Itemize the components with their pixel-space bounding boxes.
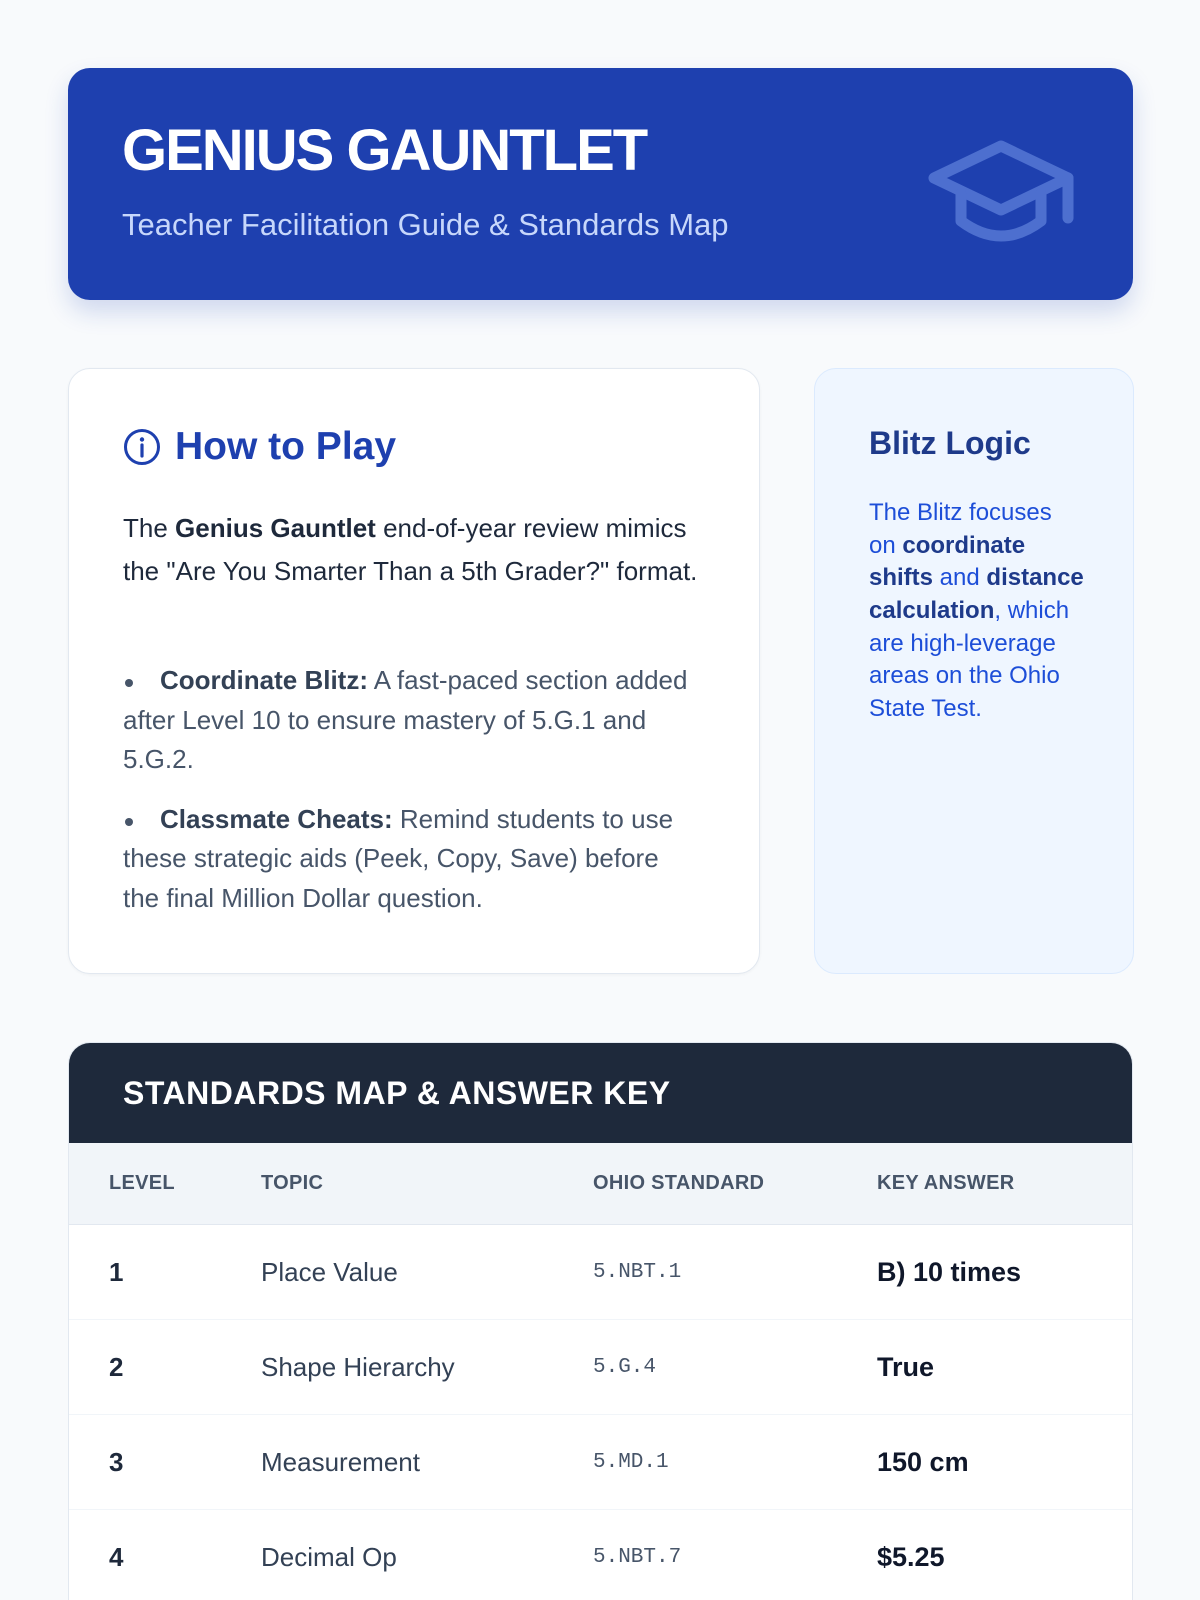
level-cell: 4 — [109, 1541, 124, 1572]
table-row — [69, 1510, 1132, 1600]
standard-cell: 5.NBT.1 — [593, 1260, 682, 1284]
blitz-logic-text: The Blitz focuses on coordinate shifts and distance calculation, which are high-leverage areas on the Ohio State Test. — [869, 499, 1084, 722]
how-to-play-intro: The Genius Gauntlet end-of-year review mimics the "Are You Smarter Than a 5th Grader?" format. — [123, 513, 698, 586]
how-to-play-card — [68, 368, 760, 974]
table-title: STANDARDS MAP & ANSWER KEY — [123, 1074, 671, 1111]
list-item: Coordinate Blitz: A fast-paced section added after Level 10 to ensure mastery of 5.G.1 and 5.G.2. — [123, 661, 693, 780]
header-banner — [68, 68, 1133, 300]
table-row — [69, 1225, 1132, 1320]
column-header-standard: OHIO STANDARD — [593, 1172, 765, 1194]
page-title: GENIUS GAUNTLET — [122, 118, 647, 183]
graduation-cap-icon — [926, 126, 1086, 251]
table-row — [69, 1320, 1132, 1415]
table-header-row — [69, 1143, 1132, 1225]
standard-cell: 5.MD.1 — [593, 1450, 669, 1474]
topic-cell: Measurement — [261, 1446, 420, 1477]
blitz-logic-title: Blitz Logic — [869, 425, 1031, 461]
how-to-play-heading — [123, 427, 396, 466]
answer-cell: $5.25 — [877, 1541, 945, 1572]
level-cell: 2 — [109, 1351, 124, 1382]
game-name: Genius Gauntlet — [175, 513, 376, 543]
column-header-topic: TOPIC — [261, 1172, 324, 1194]
topic-cell: Place Value — [261, 1256, 398, 1287]
topic-cell: Decimal Op — [261, 1541, 397, 1572]
answer-cell: 150 cm — [877, 1446, 969, 1477]
topic-cell: Shape Hierarchy — [261, 1351, 455, 1382]
answer-cell: B) 10 times — [877, 1256, 1022, 1287]
answer-cell: True — [877, 1351, 935, 1382]
standard-cell: 5.NBT.7 — [593, 1545, 682, 1569]
standard-cell: 5.G.4 — [593, 1355, 657, 1379]
level-cell: 1 — [109, 1256, 124, 1287]
how-to-play-title: How to Play — [175, 425, 397, 468]
how-to-play-list — [123, 661, 693, 938]
level-cell: 3 — [109, 1446, 124, 1477]
column-header-answer: KEY ANSWER — [877, 1172, 1015, 1194]
column-header-level: LEVEL — [109, 1172, 175, 1194]
standards-table — [68, 1042, 1133, 1600]
table-row — [69, 1415, 1132, 1510]
info-icon — [123, 428, 161, 466]
blitz-logic-card — [814, 368, 1134, 974]
page-subtitle: Teacher Facilitation Guide & Standards Map — [122, 207, 729, 242]
list-item: Classmate Cheats: Remind students to use these strategic aids (Peek, Copy, Save) before the final Million Dollar question. — [123, 800, 693, 919]
table-title-bar — [69, 1043, 1132, 1143]
